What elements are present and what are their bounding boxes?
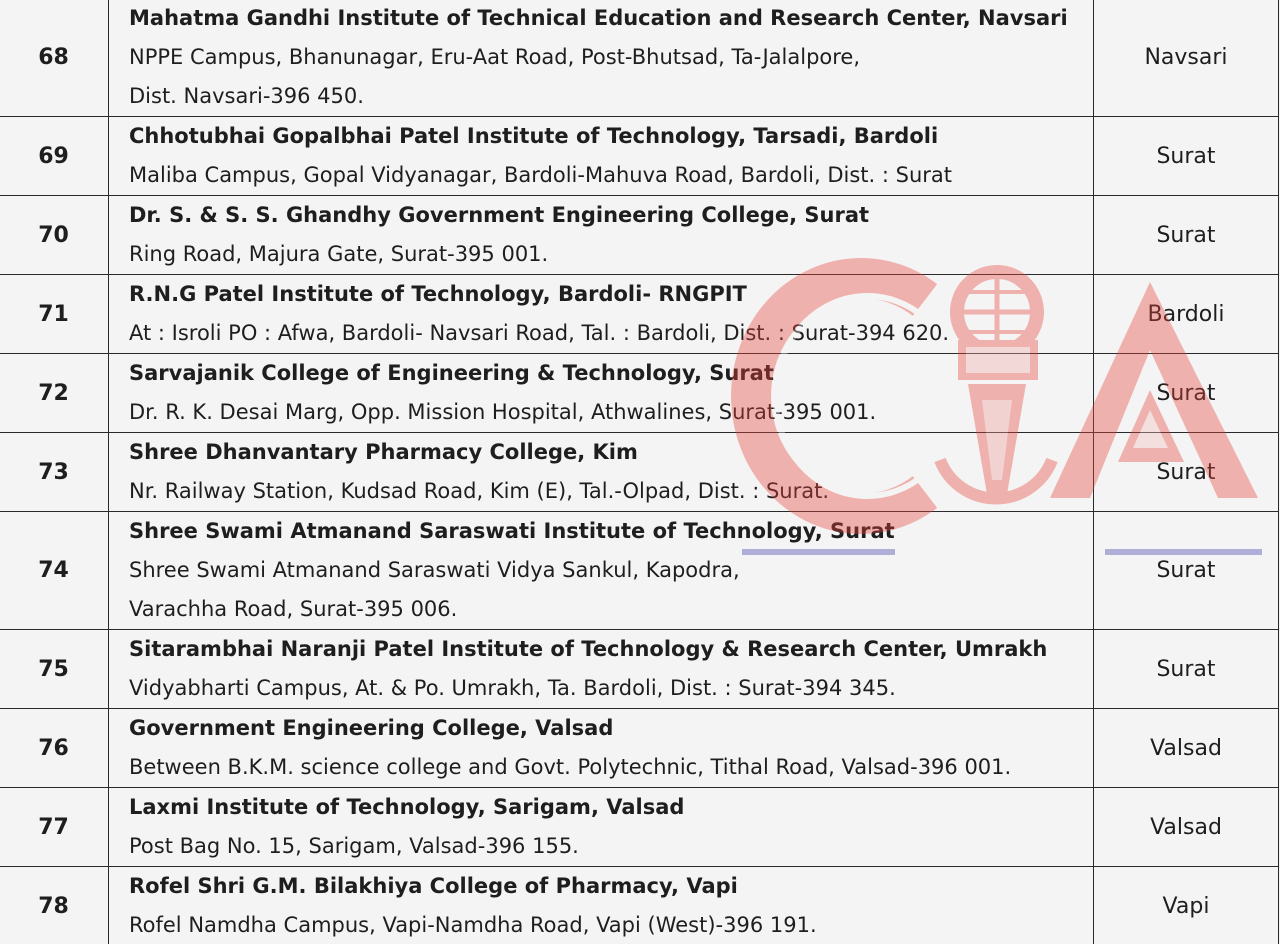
serial-number: 73	[0, 433, 109, 512]
institute-name: Sitarambhai Naranji Patel Institute of Technology & Research Center, Umrakh	[129, 637, 1048, 661]
institute-address-line: NPPE Campus, Bhanunagar, Eru-Aat Road, Post-Bhutsad, Ta-Jalalpore,	[129, 45, 861, 69]
institute-address-line: At : Isroli PO : Afwa, Bardoli- Navsari Road, Tal. : Bardoli, Dist. : Surat-394 620.	[129, 321, 950, 345]
institute-name: Shree Swami Atmanand Saraswati Institute of Technology, Surat	[129, 519, 895, 543]
institute-name: R.N.G Patel Institute of Technology, Bardoli- RNGPIT	[129, 282, 747, 306]
district: Surat	[1094, 630, 1279, 709]
district: Surat	[1094, 512, 1279, 630]
institute-cell	[109, 788, 1094, 867]
table-row	[0, 630, 1279, 709]
institute-address-line: Post Bag No. 15, Sarigam, Valsad-396 155.	[129, 834, 579, 858]
table-row	[0, 0, 1279, 117]
institute-cell	[109, 867, 1094, 944]
serial-number: 76	[0, 709, 109, 788]
institute-name: Shree Dhanvantary Pharmacy College, Kim	[129, 440, 638, 464]
institute-name: Rofel Shri G.M. Bilakhiya College of Pharmacy, Vapi	[129, 874, 738, 898]
district: Vapi	[1094, 867, 1279, 944]
institute-cell	[109, 630, 1094, 709]
institute-name: Sarvajanik College of Engineering & Technology, Surat	[129, 361, 774, 385]
institute-address-line: Vidyabharti Campus, At. & Po. Umrakh, Ta. Bardoli, Dist. : Surat-394 345.	[129, 676, 896, 700]
institute-name: Mahatma Gandhi Institute of Technical Education and Research Center, Navsari	[129, 6, 1068, 30]
institute-cell	[109, 709, 1094, 788]
table-row	[0, 788, 1279, 867]
institute-name: Laxmi Institute of Technology, Sarigam, Valsad	[129, 795, 685, 819]
institute-cell	[109, 0, 1094, 117]
institute-cell	[109, 354, 1094, 433]
district: Surat	[1094, 354, 1279, 433]
table-row	[0, 512, 1279, 630]
institute-name: Government Engineering College, Valsad	[129, 716, 614, 740]
serial-number: 75	[0, 630, 109, 709]
district: Valsad	[1094, 709, 1279, 788]
institute-address-line: Dist. Navsari-396 450.	[129, 84, 364, 108]
table-row	[0, 354, 1279, 433]
institute-cell	[109, 512, 1094, 630]
serial-number: 77	[0, 788, 109, 867]
district: Navsari	[1094, 0, 1279, 117]
institute-address-line: Nr. Railway Station, Kudsad Road, Kim (E), Tal.-Olpad, Dist. : Surat.	[129, 479, 830, 503]
institute-address-line: Between B.K.M. science college and Govt. Polytechnic, Tithal Road, Valsad-396 001.	[129, 755, 1012, 779]
serial-number: 71	[0, 275, 109, 354]
district: Valsad	[1094, 788, 1279, 867]
serial-number: 78	[0, 867, 109, 944]
serial-number: 69	[0, 117, 109, 196]
table-row	[0, 709, 1279, 788]
district: Surat	[1094, 117, 1279, 196]
institute-address-line: Dr. R. K. Desai Marg, Opp. Mission Hospital, Athwalines, Surat-395 001.	[129, 400, 877, 424]
serial-number: 74	[0, 512, 109, 630]
table-row	[0, 867, 1279, 944]
table-row	[0, 117, 1279, 196]
table-row	[0, 275, 1279, 354]
institute-address-line: Varachha Road, Surat-395 006.	[129, 597, 458, 621]
serial-number: 68	[0, 0, 109, 117]
serial-number: 72	[0, 354, 109, 433]
institute-address-line: Ring Road, Majura Gate, Surat-395 001.	[129, 242, 549, 266]
institute-cell	[109, 275, 1094, 354]
district: Surat	[1094, 196, 1279, 275]
institute-address-line: Rofel Namdha Campus, Vapi-Namdha Road, Vapi (West)-396 191.	[129, 913, 817, 937]
table-row	[0, 433, 1279, 512]
serial-number: 70	[0, 196, 109, 275]
district: Bardoli	[1094, 275, 1279, 354]
institute-name: Dr. S. & S. S. Ghandhy Government Engineering College, Surat	[129, 203, 870, 227]
institute-cell	[109, 117, 1094, 196]
table-row	[0, 196, 1279, 275]
institute-name: Chhotubhai Gopalbhai Patel Institute of Technology, Tarsadi, Bardoli	[129, 124, 939, 148]
institute-address-line: Shree Swami Atmanand Saraswati Vidya Sankul, Kapodra,	[129, 558, 740, 582]
institute-cell	[109, 196, 1094, 275]
institute-cell	[109, 433, 1094, 512]
district: Surat	[1094, 433, 1279, 512]
institute-address-line: Maliba Campus, Gopal Vidyanagar, Bardoli-Mahuva Road, Bardoli, Dist. : Surat	[129, 163, 952, 187]
